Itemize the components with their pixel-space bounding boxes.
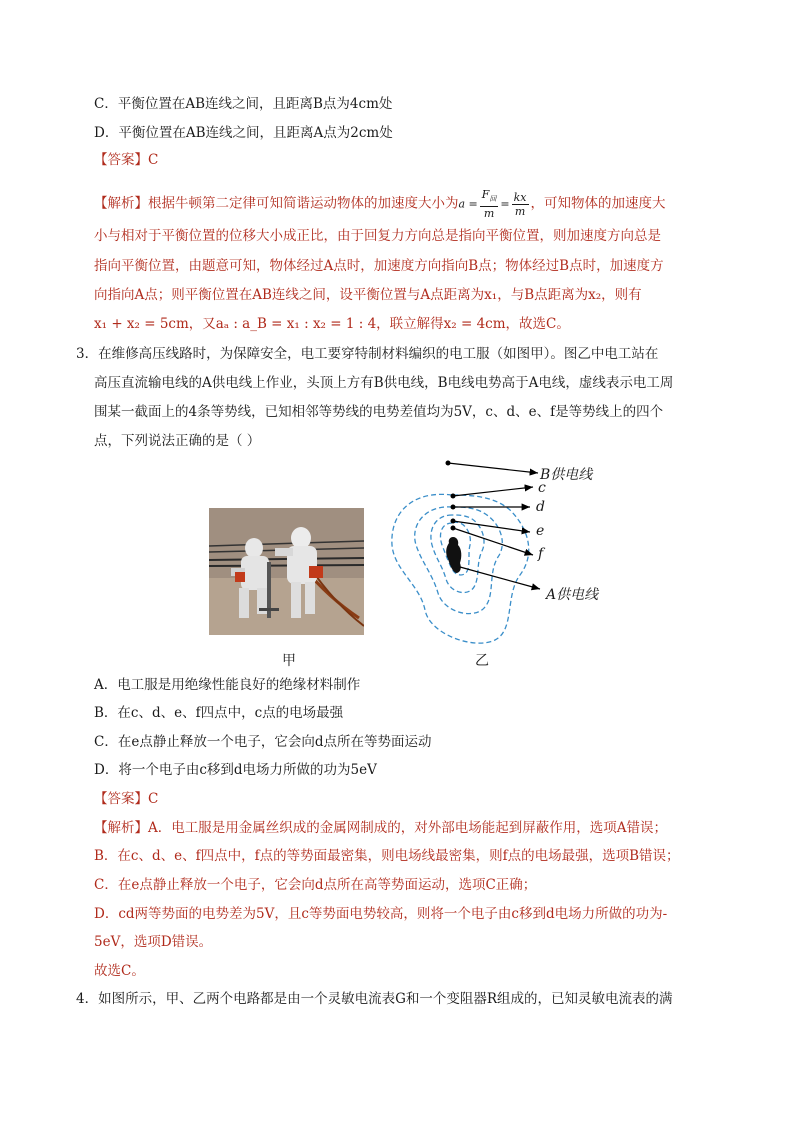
q2-option-d: D．平衡位置在AB连线之间，且距离A点为2cm处: [94, 125, 393, 141]
q2-analysis-line-4: 向指向A点；则平衡位置在AB连线之间，设平衡位置与A点距离为x₁，与B点距离为x₂，则有: [94, 287, 642, 303]
point-c-label: c: [538, 480, 546, 496]
q3-analysis-b: B．在c、d、e、f四点中，f点的等势面最密集，则电场线最密集，则f点的电场最强，选项B错误；: [94, 848, 680, 864]
field-line-e: [453, 521, 530, 532]
figure-caption-jia: 甲: [282, 653, 296, 669]
q2-analysis-line-2: 小与相对于平衡位置的位移大小成正比，由于回复力方向总是指向平衡位置，则加速度方向总是: [94, 228, 661, 244]
q3-option-b: B．在c、d、e、f四点中，c点的电场最强: [94, 705, 344, 721]
point-e-label: e: [536, 523, 545, 539]
q3-analysis-a: 【解析】A．电工服是用金属丝织成的金属网制成的，对外部电场能起到屏蔽作用，选项A错误；: [94, 820, 667, 836]
answer-tag: 【答案】: [94, 791, 148, 807]
q4-stem-line-1: 4．如图所示，甲、乙两个电路都是由一个灵敏电流表G和一个变阻器R组成的，已知灵敏电流表的满: [76, 991, 673, 1007]
q3-stem-line-4: 点，下列说法正确的是（ ）: [94, 433, 261, 449]
q3-option-d: D．将一个电子由c移到d电场力所做的功为5eV: [94, 762, 377, 778]
q3-option-a: A．电工服是用绝缘性能良好的绝缘材料制作: [94, 677, 361, 693]
q3-analysis-d-line-1: D．cd两等势面的电势差为5V，且c等势面电势较高，则将一个电子由c移到d电场力所做的功为-: [94, 906, 668, 922]
answer-value: C: [148, 791, 159, 807]
b-supply-line-label: B供电线: [540, 467, 593, 483]
a-supply-line: [460, 567, 540, 589]
q3-analysis-c: C．在e点静止释放一个电子，它会向d点所在高等势面运动，选项C正确；: [94, 877, 537, 893]
analysis-text: ，可知物体的加速度大: [530, 195, 666, 212]
field-line-c: [453, 487, 533, 496]
formula-fraction-kx: $\frac{kx}{m}$: [513, 190, 527, 218]
analysis-tag: 【解析】: [94, 195, 148, 212]
analysis-tag: 【解析】: [94, 820, 148, 836]
answer-value: C: [148, 152, 159, 168]
q3-stem-line-2: 高压直流输电线的A供电线上作业，头顶上方有B供电线，B电线电势高于A电线，虚线表示电工周: [94, 375, 674, 391]
q2-answer: [94, 150, 158, 170]
electrician-photo-illustration: [209, 508, 364, 635]
electrician-silhouette: [446, 537, 461, 573]
answer-tag: 【答案】: [94, 152, 148, 168]
electrician-photo: [209, 508, 364, 635]
q3-conclusion: 故选C。: [94, 963, 145, 979]
field-line-f: [453, 528, 533, 555]
q3-option-c: C．在e点静止释放一个电子，它会向d点所在等势面运动: [94, 734, 432, 750]
q2-analysis-line-1: [94, 188, 666, 220]
q3-stem-line-1: 3．在维修高压线路时，为保障安全，电工要穿特制材料编织的电工服（如图甲）。图乙中电工站在: [76, 346, 659, 362]
a-supply-line-label: A供电线: [546, 587, 599, 603]
point-d-label: d: [536, 499, 545, 515]
b-supply-line: [448, 463, 538, 473]
formula-equals: =: [500, 197, 510, 211]
analysis-text: 根据牛顿第二定律可知简谐运动物体的加速度大小为: [148, 195, 459, 212]
q2-analysis-line-5: x₁ + x₂ = 5cm，又aₐ : a_B = x₁ : x₂ = 1 : 4，联立解得x₂ = 4cm，故选C。: [94, 316, 570, 332]
q3-analysis-d-line-2: 5eV，选项D错误。: [94, 934, 213, 950]
formula-fraction-f: $\frac{F_回}{m}$: [481, 188, 497, 221]
q2-analysis-line-3: 指向平衡位置，由题意可知，物体经过A点时，加速度方向指向B点；物体经过B点时，加速度方: [94, 258, 664, 274]
equipotential-diagram: [380, 455, 620, 665]
formula-a: a =: [458, 197, 478, 211]
figure-caption-yi: 乙: [475, 653, 489, 669]
point-f-label: f: [538, 546, 544, 562]
q3-stem-line-3: 围某一截面上的4条等势线，已知相邻等势线的电势差值均为5V，c、d、e、f是等势线上的四个: [94, 404, 664, 420]
q3-answer: [94, 789, 158, 809]
q2-option-c: C．平衡位置在AB连线之间，且距离B点为4cm处: [94, 96, 393, 112]
